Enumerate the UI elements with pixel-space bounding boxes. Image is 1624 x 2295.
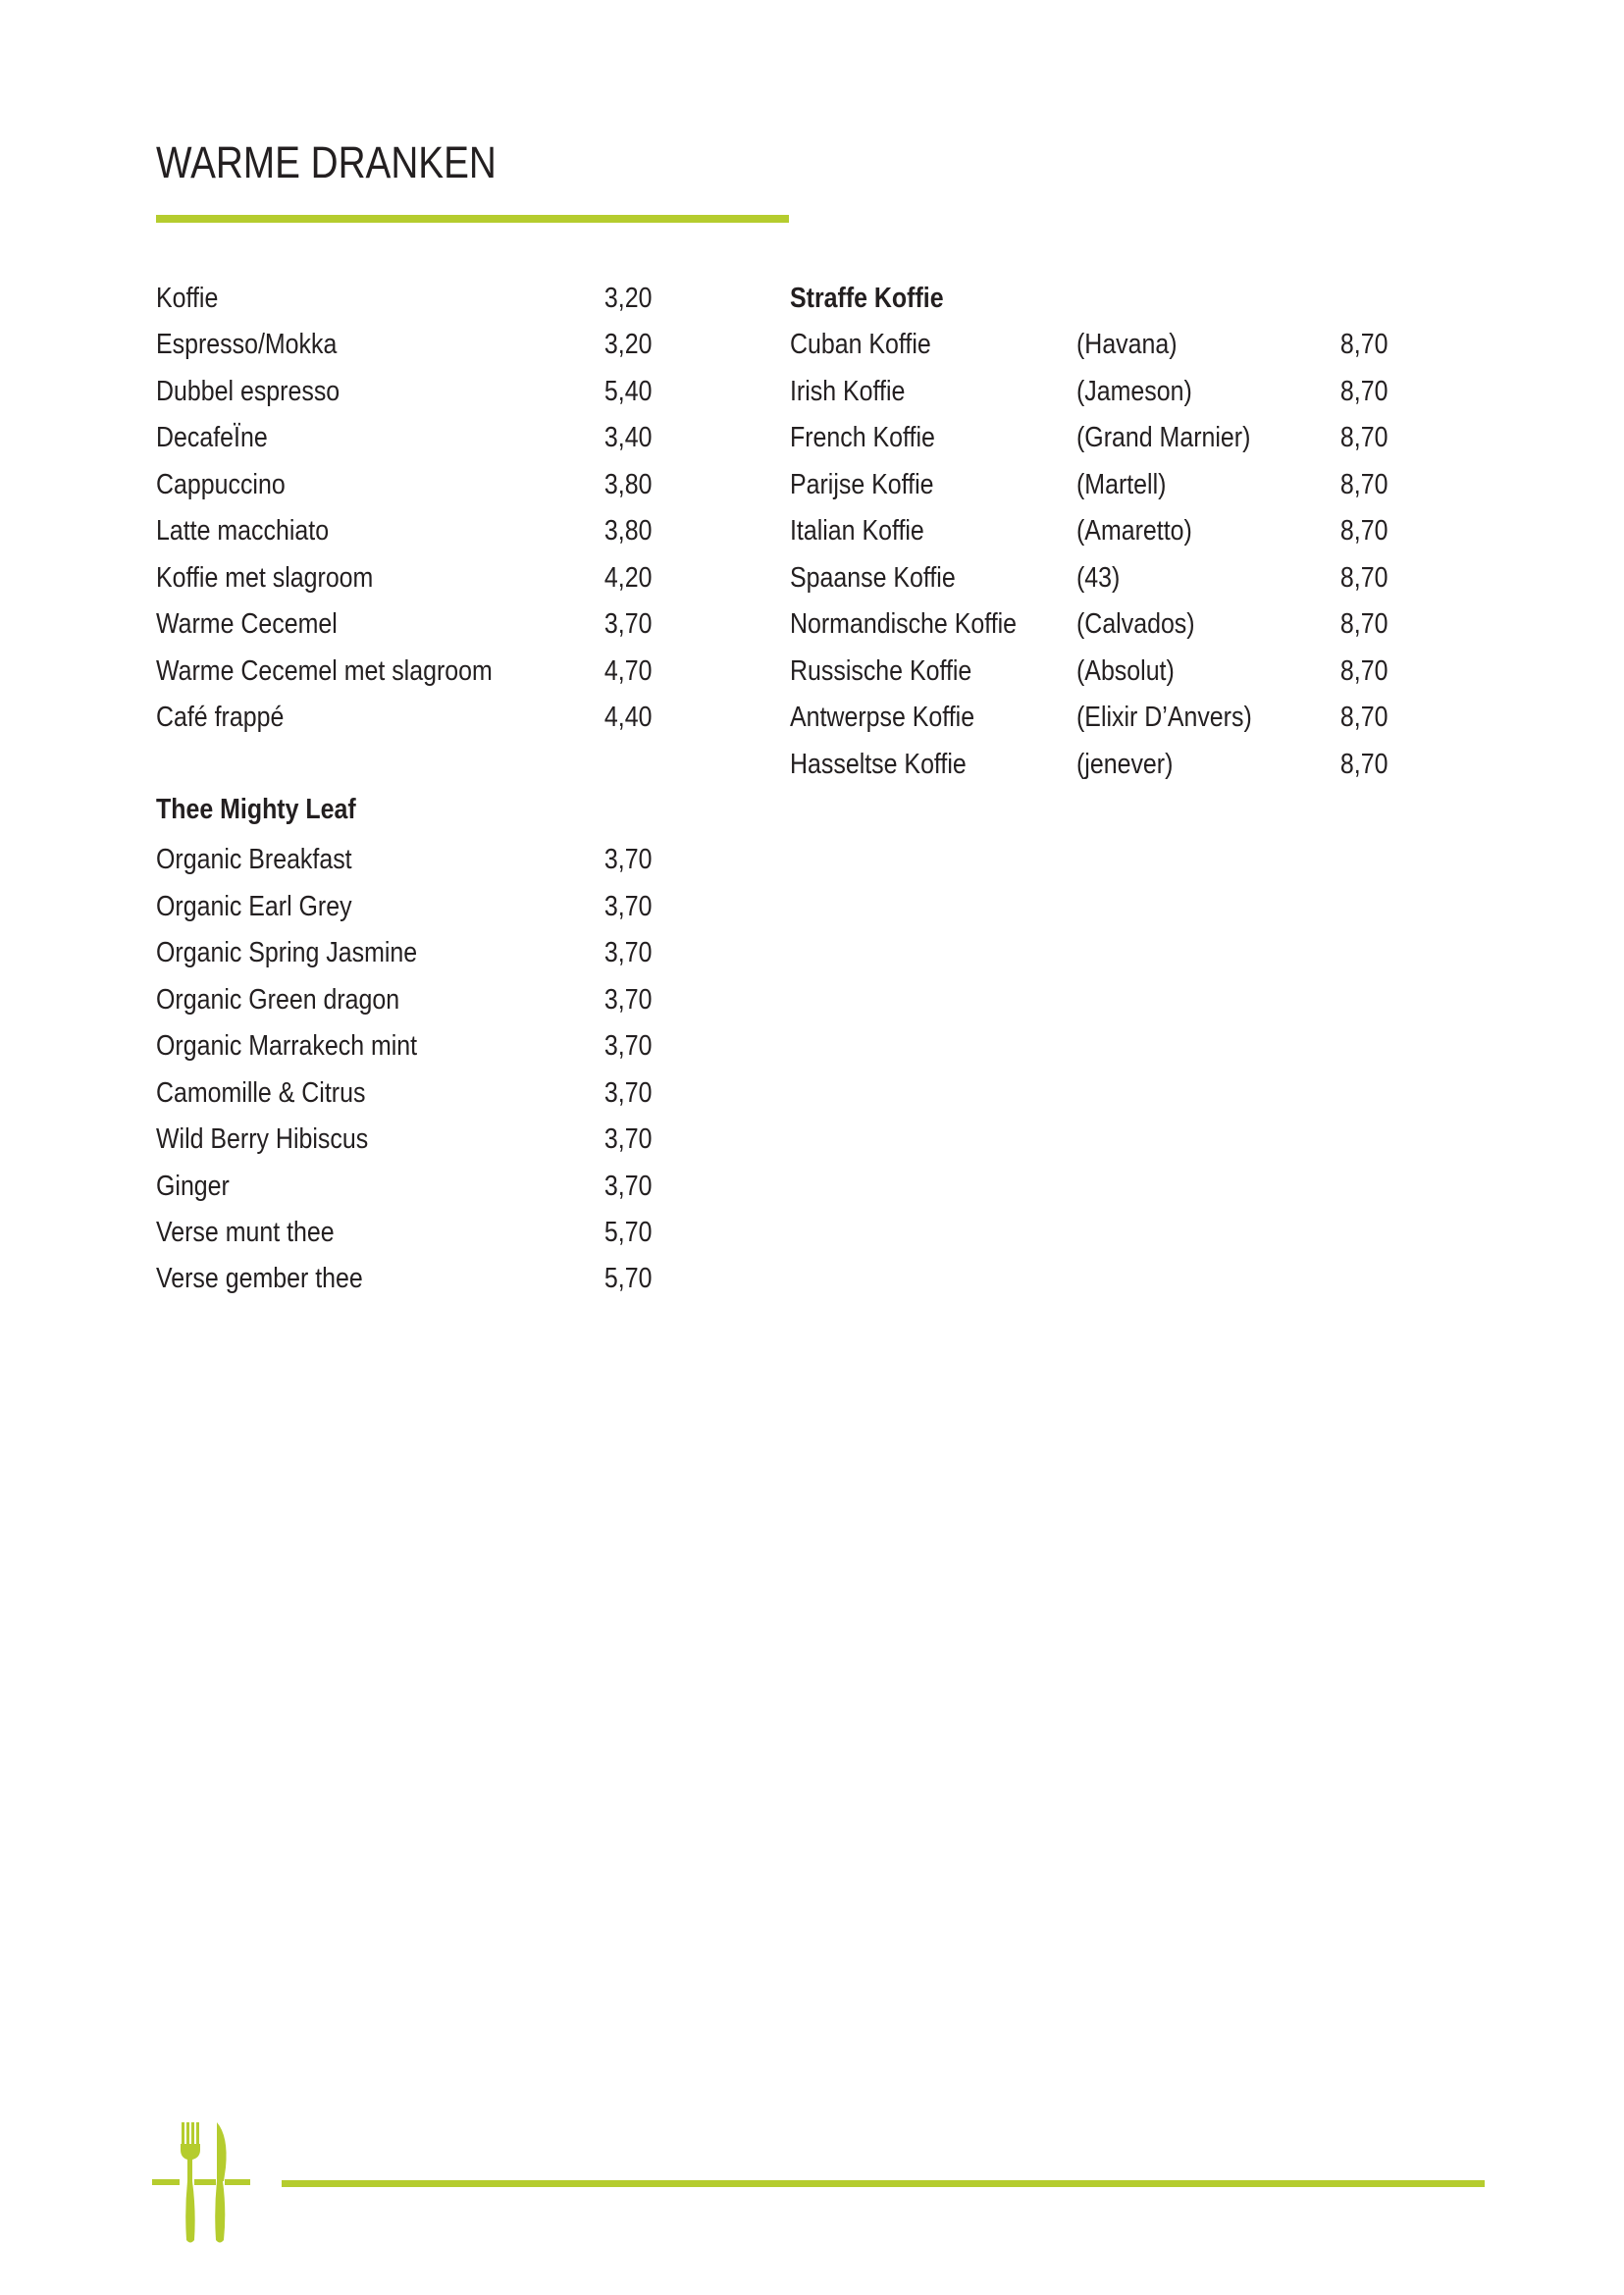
item-spirit: (Grand Marnier)	[1076, 422, 1251, 453]
item-price: 3,70	[603, 891, 652, 922]
item-price: 3,70	[603, 844, 652, 875]
item-spirit: (jenever)	[1076, 749, 1174, 780]
item-price: 8,70	[1339, 608, 1388, 640]
menu-item: Russische Koffie	[790, 655, 972, 687]
page-title: WARME DRANKEN	[156, 137, 497, 187]
section-heading: Straffe Koffie	[790, 283, 944, 314]
menu-item: Dubbel espresso	[156, 376, 341, 407]
item-spirit: (Absolut)	[1076, 655, 1175, 687]
item-price: 3,70	[603, 1030, 652, 1062]
item-spirit: (Amaretto)	[1076, 515, 1192, 547]
menu-item: Espresso/Mokka	[156, 329, 338, 360]
item-price: 3,20	[603, 283, 652, 314]
item-spirit: (43)	[1076, 562, 1121, 594]
title-underline	[156, 215, 789, 223]
menu-item: Organic Breakfast	[156, 844, 352, 875]
menu-item: Organic Marrakech mint	[156, 1030, 418, 1062]
item-price: 8,70	[1339, 655, 1388, 687]
item-spirit: (Elixir D’Anvers)	[1076, 702, 1252, 733]
menu-item: Koffie	[156, 283, 219, 314]
item-price: 3,70	[603, 1123, 652, 1155]
item-spirit: (Havana)	[1076, 329, 1178, 360]
item-price: 8,70	[1339, 376, 1388, 407]
item-price: 8,70	[1339, 422, 1388, 453]
item-price: 3,70	[603, 984, 652, 1016]
menu-item: Warme Cecemel met slagroom	[156, 655, 493, 687]
item-spirit: (Calvados)	[1076, 608, 1195, 640]
menu-item: Wild Berry Hibiscus	[156, 1123, 369, 1155]
item-price: 3,20	[603, 329, 652, 360]
item-spirit: (Jameson)	[1076, 376, 1192, 407]
menu-item: Irish Koffie	[790, 376, 906, 407]
menu-item: Ginger	[156, 1171, 230, 1202]
item-price: 8,70	[1339, 469, 1388, 500]
item-price: 3,80	[603, 515, 652, 547]
item-price: 8,70	[1339, 749, 1388, 780]
menu-item: DecafeÏne	[156, 422, 268, 453]
item-price: 3,70	[603, 937, 652, 968]
menu-item: Latte macchiato	[156, 515, 330, 547]
item-price: 5,70	[603, 1217, 652, 1248]
menu-item: Cappuccino	[156, 469, 286, 500]
item-price: 8,70	[1339, 329, 1388, 360]
menu-item: Camomille & Citrus	[156, 1077, 366, 1109]
menu-item: Organic Spring Jasmine	[156, 937, 418, 968]
section-heading: Thee Mighty Leaf	[156, 794, 356, 825]
menu-item: Café frappé	[156, 702, 285, 733]
item-price: 3,70	[603, 1171, 652, 1202]
menu-item: Verse munt thee	[156, 1217, 335, 1248]
menu-item: Warme Cecemel	[156, 608, 338, 640]
item-price: 5,70	[603, 1263, 652, 1294]
menu-item: Antwerpse Koffie	[790, 702, 975, 733]
item-price: 3,80	[603, 469, 652, 500]
menu-item: Parijse Koffie	[790, 469, 934, 500]
menu-item: Hasseltse Koffie	[790, 749, 967, 780]
footer-rule	[282, 2180, 1485, 2187]
menu-item: Italian Koffie	[790, 515, 924, 547]
item-price: 8,70	[1339, 702, 1388, 733]
item-price: 4,40	[603, 702, 652, 733]
menu-item: Cuban Koffie	[790, 329, 931, 360]
item-price: 3,70	[603, 1077, 652, 1109]
menu-item: French Koffie	[790, 422, 935, 453]
item-price: 3,40	[603, 422, 652, 453]
menu-item: Verse gember thee	[156, 1263, 363, 1294]
item-price: 3,70	[603, 608, 652, 640]
item-price: 4,20	[603, 562, 652, 594]
item-price: 8,70	[1339, 562, 1388, 594]
menu-item: Koffie met slagroom	[156, 562, 374, 594]
cutlery-icon	[152, 2122, 250, 2245]
item-price: 5,40	[603, 376, 652, 407]
item-price: 8,70	[1339, 515, 1388, 547]
menu-item: Normandische Koffie	[790, 608, 1018, 640]
menu-item: Organic Earl Grey	[156, 891, 352, 922]
item-spirit: (Martell)	[1076, 469, 1167, 500]
item-price: 4,70	[603, 655, 652, 687]
menu-item: Organic Green dragon	[156, 984, 400, 1016]
menu-item: Spaanse Koffie	[790, 562, 956, 594]
